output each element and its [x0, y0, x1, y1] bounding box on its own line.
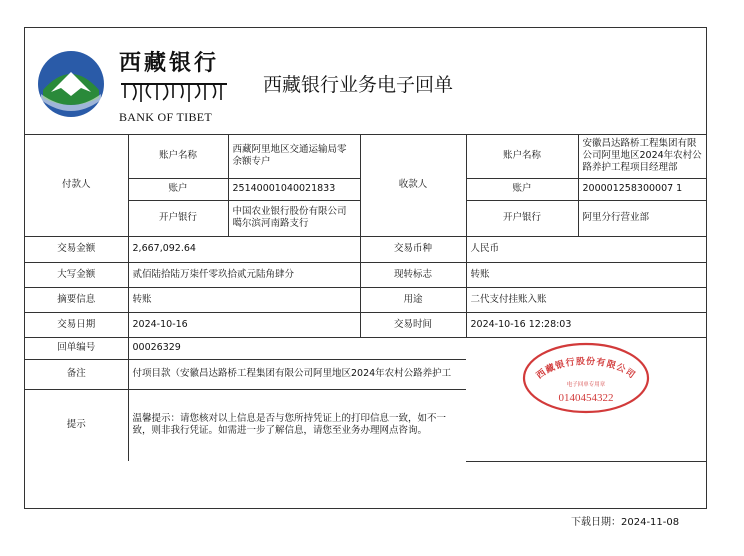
date-value: 2024-10-16: [128, 312, 360, 337]
table-row: [25, 312, 706, 337]
payee-account-label: 账户: [466, 178, 578, 200]
download-date: 下载日期：2024-11-08: [571, 517, 680, 528]
purpose-value: 二代支付挂账入账: [466, 287, 706, 312]
currency-label: 交易币种: [360, 236, 466, 262]
brand-name-cn: 西藏银行: [119, 50, 220, 76]
tibetan-script-logotype: [119, 78, 229, 104]
payer-name-label: 账户名称: [128, 134, 228, 178]
receipt-no-value: 00026329: [128, 337, 466, 359]
receipt-table: [25, 134, 706, 462]
payee-section-label: 收款人: [360, 134, 466, 236]
document-title: 西藏银行业务电子回单: [263, 74, 454, 96]
time-value: 2024-10-16 12:28:03: [466, 312, 706, 337]
cash-flag-value: 转账: [466, 262, 706, 287]
payer-bank-label: 开户银行: [128, 200, 228, 236]
amount-label: 交易金额: [25, 236, 128, 262]
seal-sub-text: 电子回单专用章: [566, 381, 606, 388]
table-row: [25, 287, 706, 312]
receipt-no-label: 回单编号: [25, 337, 128, 359]
remark-label: 备注: [25, 359, 128, 389]
currency-value: 人民币: [466, 236, 706, 262]
notice-label: 提示: [25, 389, 128, 461]
payee-name: 安徽昌达路桥工程集团有限公司阿里地区2024年农村公路养护工程项目经理部: [578, 134, 706, 178]
payee-bank: 阿里分行营业部: [578, 200, 706, 236]
seal-arc-text: 西藏银行股份有限公司: [534, 356, 638, 381]
table-row: [25, 262, 706, 287]
time-label: 交易时间: [360, 312, 466, 337]
mountain-logo-icon: [37, 50, 105, 118]
remark-value: 付项目款（安徽昌达路桥工程集团有限公司阿里地区2024年农村公路养护工: [128, 359, 466, 389]
payer-account-label: 账户: [128, 178, 228, 200]
payer-bank: 中国农业银行股份有限公司噶尔滨河南路支行: [228, 200, 360, 236]
payee-account: 200001258300007 1: [578, 178, 706, 200]
table-row: [25, 134, 706, 178]
payee-name-label: 账户名称: [466, 134, 578, 178]
brand-name-en: BANK OF TIBET: [119, 110, 213, 124]
payer-name: 西藏阿里地区交通运输局零余额专户: [228, 134, 360, 178]
svg-text:西藏银行股份有限公司: [534, 354, 639, 380]
table-row: [25, 337, 706, 359]
amount-words-value: 贰佰陆拾陆万柒仟零玖拾贰元陆角肆分: [128, 262, 360, 287]
seal-number: 0140454322: [558, 391, 614, 404]
purpose-label: 用途: [360, 287, 466, 312]
amount-value: 2,667,092.64: [128, 236, 360, 262]
cash-flag-label: 现转标志: [360, 262, 466, 287]
summary-value: 转账: [128, 287, 360, 312]
date-label: 交易日期: [25, 312, 128, 337]
bank-seal-stamp: [522, 342, 650, 414]
table-row: [25, 236, 706, 262]
payer-account: 25140001040021833: [228, 178, 360, 200]
payee-bank-label: 开户银行: [466, 200, 578, 236]
amount-words-label: 大写金额: [25, 262, 128, 287]
summary-label: 摘要信息: [25, 287, 128, 312]
seal-area: [466, 337, 706, 461]
payer-section-label: 付款人: [25, 134, 128, 236]
notice-value: 温馨提示：请您核对以上信息是否与您所持凭证上的打印信息一致，如不一致，则非我行凭证。如需进一步了解信息，请您至业务办理网点咨询。: [128, 389, 466, 461]
receipt-sheet: [24, 27, 707, 509]
receipt-header: [25, 28, 706, 135]
